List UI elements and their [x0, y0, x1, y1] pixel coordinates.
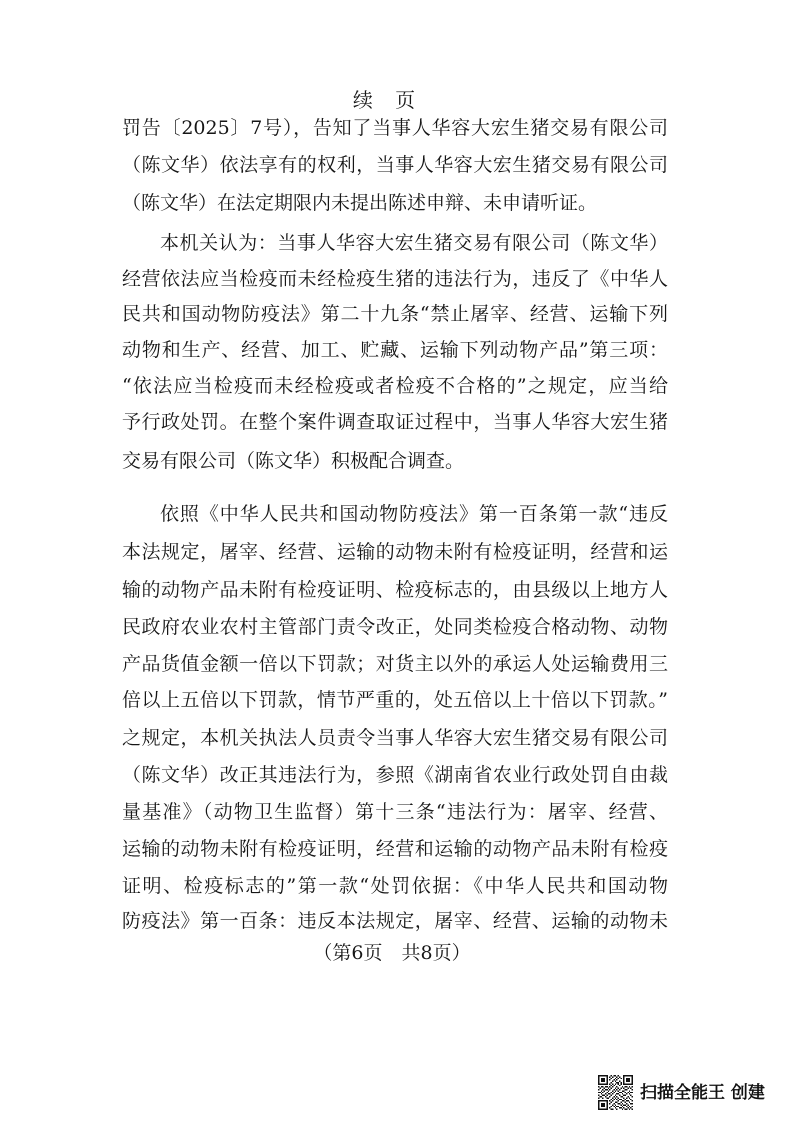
body-line: 产品货值金额一倍以下罚款；对货主以外的承运人处运输费用三	[122, 653, 668, 675]
body-line: 量基准》（动物卫生监督）第十三条“违法行为：屠宰、经营、	[122, 801, 668, 823]
page-number: （第6页 共8页）	[313, 942, 471, 964]
body-line: 交易有限公司（陈文华）积极配合调查。	[122, 450, 465, 472]
body-line: 运输的动物未附有检疫证明，经营和运输的动物产品未附有检疫	[122, 838, 668, 860]
body-line: 倍以上五倍以下罚款，情节严重的，处五倍以上十倍以下罚款。”	[122, 689, 668, 711]
body-line: 本机关认为：当事人华容大宏生猪交易有限公司（陈文华）	[160, 232, 668, 254]
body-line: 本法规定，屠宰、经营、运输的动物未附有检疫证明，经营和运	[122, 541, 668, 563]
body-line: 民共和国动物防疫法》第二十九条“禁止屠宰、经营、运输下列	[122, 303, 668, 325]
body-line: 民政府农业农村主管部门责令改正，处同类检疫合格动物、动物	[122, 616, 668, 638]
continuation-header: 续 页	[352, 88, 424, 112]
body-line: 输的动物产品未附有检疫证明、检疫标志的，由县级以上地方人	[122, 579, 668, 601]
body-line: 依照《中华人民共和国动物防疫法》第一百条第一款“违反	[160, 503, 668, 525]
watermark-label: 扫描全能王 创建	[640, 1083, 765, 1103]
qr-code-pattern	[598, 1075, 633, 1110]
body-line: 罚告〔2025〕7号），告知了当事人华容大宏生猪交易有限公司	[122, 117, 668, 139]
body-line: 防疫法》第一百条：违反本法规定，屠宰、经营、运输的动物未	[122, 910, 668, 932]
body-line: 予行政处罚。在整个案件调查取证过程中，当事人华容大宏生猪	[122, 411, 668, 433]
body-line: （陈文华）改正其违法行为，参照《湖南省农业行政处罚自由裁	[122, 764, 668, 786]
body-line: 动物和生产、经营、加工、贮藏、运输下列动物产品”第三项：	[122, 339, 668, 361]
camscanner-watermark	[598, 1075, 773, 1111]
body-line: 证明、检疫标志的”第一款“处罚依据：《中华人民共和国动物	[122, 875, 668, 897]
body-line: （陈文华）依法享有的权利，当事人华容大宏生猪交易有限公司	[122, 154, 668, 176]
body-line: 经营依法应当检疫而未经检疫生猪的违法行为，违反了《中华人	[122, 268, 668, 290]
body-line: 之规定，本机关执法人员责令当事人华容大宏生猪交易有限公司	[122, 727, 668, 749]
body-line: “依法应当检疫而未经检疫或者检疫不合格的”之规定，应当给	[122, 375, 668, 397]
qr-code-icon	[598, 1075, 633, 1110]
body-line: （陈文华）在法定期限内未提出陈述申辩、未申请听证。	[122, 192, 598, 214]
